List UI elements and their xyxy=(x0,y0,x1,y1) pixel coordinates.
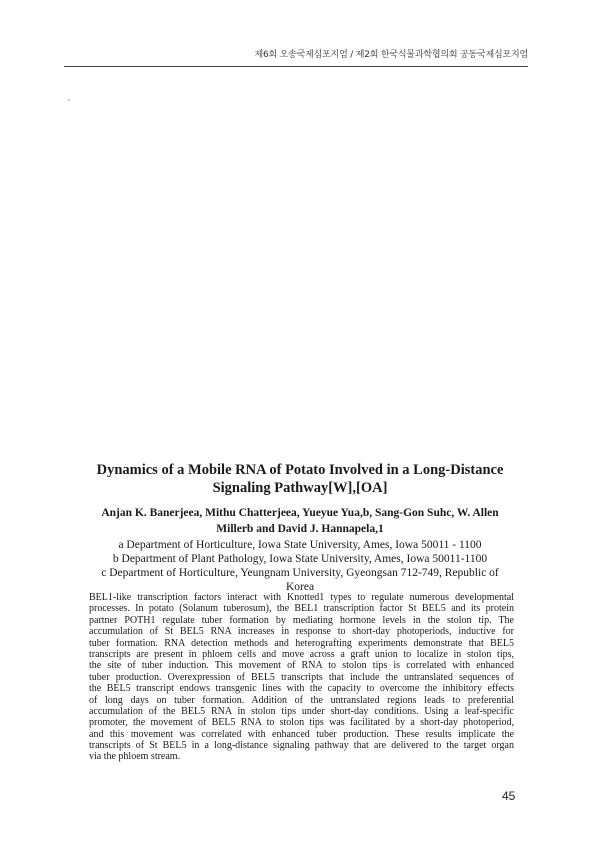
affiliation-line: Korea xyxy=(285,581,315,593)
affiliation-line: b Department of Plant Pathology, Iowa State University, Ames, Iowa 50011-1100 xyxy=(112,553,488,565)
abstract-line: transcripts are present in phloem cells and move across a graft union to localize in stolon tips, xyxy=(89,648,514,660)
abstract-line: of long days on tuber formation. Addition of the untranslated regions leads to preferential xyxy=(89,694,514,706)
abstract-line: partner POTH1 regulate tuber formation by mediating hormone levels in the stolon tip. The xyxy=(89,614,514,626)
abstract-line: the site of tuber induction. This movement of RNA to stolon tips is correlated with enhanced xyxy=(89,660,514,672)
abstract-line: promoter, the movement of BEL5 RNA to stolon tips was facilitated by a short-day photoperiod, xyxy=(89,717,514,729)
title-line: Dynamics of a Mobile RNA of Potato Involved in a Long-Distance xyxy=(96,462,504,478)
abstract-line: tuber formation. RNA detection methods and heterografting experiments demonstrate that BEL5 xyxy=(89,637,514,649)
affiliation-line: c Department of Horticulture, Yeungnam University, Gyeongsan 712-749, Republic of xyxy=(101,567,499,579)
header-rule xyxy=(64,66,528,67)
scan-speck xyxy=(68,99,70,101)
author-list xyxy=(60,505,540,537)
paper-title xyxy=(60,461,540,497)
page-number: 45 xyxy=(502,789,516,803)
affiliations xyxy=(60,538,540,594)
abstract-line: processes. In potato (Solanum tuberosum), the BEL1 transcription factor St BEL5 and its protein xyxy=(89,603,514,615)
abstract-line: tuber production. Overexpression of BEL5 transcripts that include the untranslated sequences of xyxy=(89,671,514,683)
abstract-line: via the phloem stream. xyxy=(89,751,181,763)
author-line: Millerb and David J. Hannapela,1 xyxy=(216,523,384,535)
abstract-line: and this movement was correlated with enhanced tuber production. These results implicate the xyxy=(89,728,514,740)
abstract-line: BEL1-like transcription factors interact with Knotted1 types to regulate numerous developmental xyxy=(89,592,514,603)
abstract-line: the BEL5 transcript endows transgenic lines with the capacity to overcome the inhibitory effects xyxy=(89,683,514,695)
title-line: Signaling Pathway[W],[OA] xyxy=(212,480,388,496)
abstract xyxy=(89,592,514,763)
author-line: Anjan K. Banerjeea, Mithu Chatterjeea, Yueyue Yua,b, Sang-Gon Suhc, W. Allen xyxy=(101,507,499,519)
abstract-line: accumulation of the BEL5 RNA in stolon tips under short-day conditions. Using a leaf-specific xyxy=(89,705,514,717)
running-header: 제6회 오송국제심포지엄 / 제2회 한국식물과학협의회 공동국제심포지엄 xyxy=(254,50,528,60)
abstract-line: transcripts of St BEL5 in a long-distance signaling pathway that are delivered to the target organ xyxy=(89,740,514,752)
affiliation-line: a Department of Horticulture, Iowa State University, Ames, Iowa 50011 - 1100 xyxy=(118,539,482,551)
abstract-line: accumulation of St BEL5 RNA increases in response to short-day photoperiods, inductive for xyxy=(89,626,514,638)
